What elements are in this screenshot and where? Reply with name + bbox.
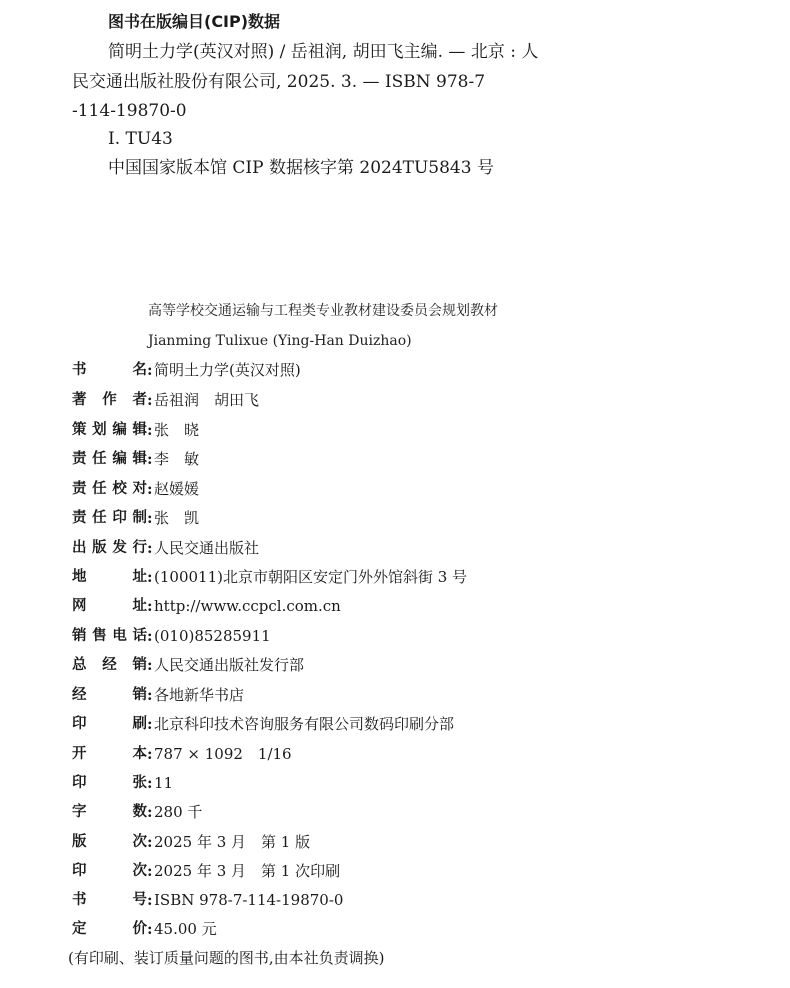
cip-title: 图书在版编目(CIP)数据 — [108, 12, 281, 31]
info-label: 销售电话 — [72, 628, 147, 644]
info-row-print-supervisor — [72, 506, 199, 530]
info-sep: : — [147, 568, 153, 586]
info-value: 45.00 元 — [154, 920, 217, 938]
info-label: 网址 — [72, 598, 147, 614]
info-row-distributor — [72, 683, 244, 707]
info-row-printer — [72, 712, 454, 736]
info-row-price — [72, 917, 217, 941]
series-title-zh: 高等学校交通运输与工程类专业教材建设委员会规划教材 — [148, 303, 498, 319]
cip-line-2: 民交通出版社股份有限公司, 2025. 3. — ISBN 978-7 — [72, 72, 486, 92]
info-sep: : — [147, 509, 153, 527]
info-row-isbn — [72, 888, 343, 912]
info-value: 李 敏 — [154, 450, 200, 468]
info-sep: : — [147, 745, 153, 763]
info-sep: : — [147, 862, 153, 880]
info-sep: : — [147, 391, 153, 409]
info-value: (010)85285911 — [154, 627, 271, 645]
info-row-word-count — [72, 800, 202, 824]
info-row-sheets — [72, 771, 173, 795]
cip-line-3: -114-19870-0 — [72, 101, 187, 121]
info-value: 787 × 1092 1/16 — [154, 745, 292, 763]
info-value: 280 千 — [154, 803, 203, 821]
info-row-author — [72, 388, 259, 412]
info-row-sales-phone — [72, 624, 271, 648]
info-sep: : — [147, 539, 153, 557]
info-row-address — [72, 565, 467, 589]
info-row-publisher — [72, 536, 259, 560]
info-label: 策划编辑 — [72, 422, 147, 438]
series-title-en: Jianming Tulixue (Ying-Han Duizhao) — [148, 333, 412, 349]
info-value: 赵媛媛 — [154, 480, 200, 498]
info-value: 人民交通出版社发行部 — [154, 656, 305, 674]
info-label: 总经销 — [72, 657, 147, 673]
info-value: 2025 年 3 月 第 1 版 — [154, 833, 311, 851]
info-value: http://www.ccpcl.com.cn — [154, 597, 341, 615]
info-value: 各地新华书店 — [154, 686, 245, 704]
info-label: 责任编辑 — [72, 451, 147, 467]
info-value: (100011)北京市朝阳区安定门外外馆斜街 3 号 — [154, 568, 468, 586]
info-sep: : — [147, 627, 153, 645]
info-row-edition — [72, 830, 310, 854]
info-value: 张 凯 — [154, 509, 200, 527]
info-row-responsible-editor — [72, 447, 199, 471]
info-row-planning-editor — [72, 418, 199, 442]
info-sep: : — [147, 656, 153, 674]
info-sep: : — [147, 891, 153, 909]
info-row-general-distributor — [72, 653, 304, 677]
info-sep: : — [147, 686, 153, 704]
info-row-proofreader — [72, 477, 199, 501]
info-value: 2025 年 3 月 第 1 次印刷 — [154, 862, 341, 880]
cip-line-1: 简明土力学(英汉对照) / 岳祖润, 胡田飞主编. — 北京 : 人 — [108, 42, 539, 62]
info-value: 北京科印技术咨询服务有限公司数码印刷分部 — [154, 715, 455, 733]
cip-line-5: 中国国家版本馆 CIP 数据核字第 2024TU5843 号 — [108, 158, 494, 178]
info-sep: : — [147, 480, 153, 498]
info-value: ISBN 978-7-114-19870-0 — [154, 891, 344, 909]
info-label: 书名 — [72, 362, 147, 378]
cip-line-4: Ⅰ. TU43 — [108, 129, 173, 149]
info-sep: : — [147, 421, 153, 439]
info-value: 简明土力学(英汉对照) — [154, 361, 301, 379]
info-label: 著作者 — [72, 392, 147, 408]
info-label: 字数 — [72, 804, 147, 820]
info-row-website — [72, 594, 341, 618]
info-value: 张 晓 — [154, 421, 200, 439]
info-label: 印刷 — [72, 716, 147, 732]
info-label: 经销 — [72, 687, 147, 703]
info-value: 岳祖润 胡田飞 — [154, 391, 260, 409]
info-sep: : — [147, 597, 153, 615]
info-label: 印次 — [72, 863, 147, 879]
info-row-title — [72, 358, 301, 382]
info-label: 责任校对 — [72, 481, 147, 497]
info-value: 人民交通出版社 — [154, 539, 260, 557]
info-label: 出版发行 — [72, 540, 147, 556]
info-label: 书号 — [72, 892, 147, 908]
info-sep: : — [147, 920, 153, 938]
info-sep: : — [147, 715, 153, 733]
info-label: 地址 — [72, 569, 147, 585]
info-row-printing — [72, 859, 340, 883]
info-sep: : — [147, 833, 153, 851]
info-label: 版次 — [72, 834, 147, 850]
info-value: 11 — [154, 774, 174, 792]
info-row-format — [72, 742, 292, 766]
footer-note: (有印刷、装订质量问题的图书,由本社负责调换) — [68, 949, 385, 967]
info-label: 责任印制 — [72, 510, 147, 526]
info-sep: : — [147, 803, 153, 821]
info-label: 开本 — [72, 746, 147, 762]
info-label: 印张 — [72, 775, 147, 791]
info-label: 定价 — [72, 921, 147, 937]
info-sep: : — [147, 361, 153, 379]
info-sep: : — [147, 774, 153, 792]
info-sep: : — [147, 450, 153, 468]
